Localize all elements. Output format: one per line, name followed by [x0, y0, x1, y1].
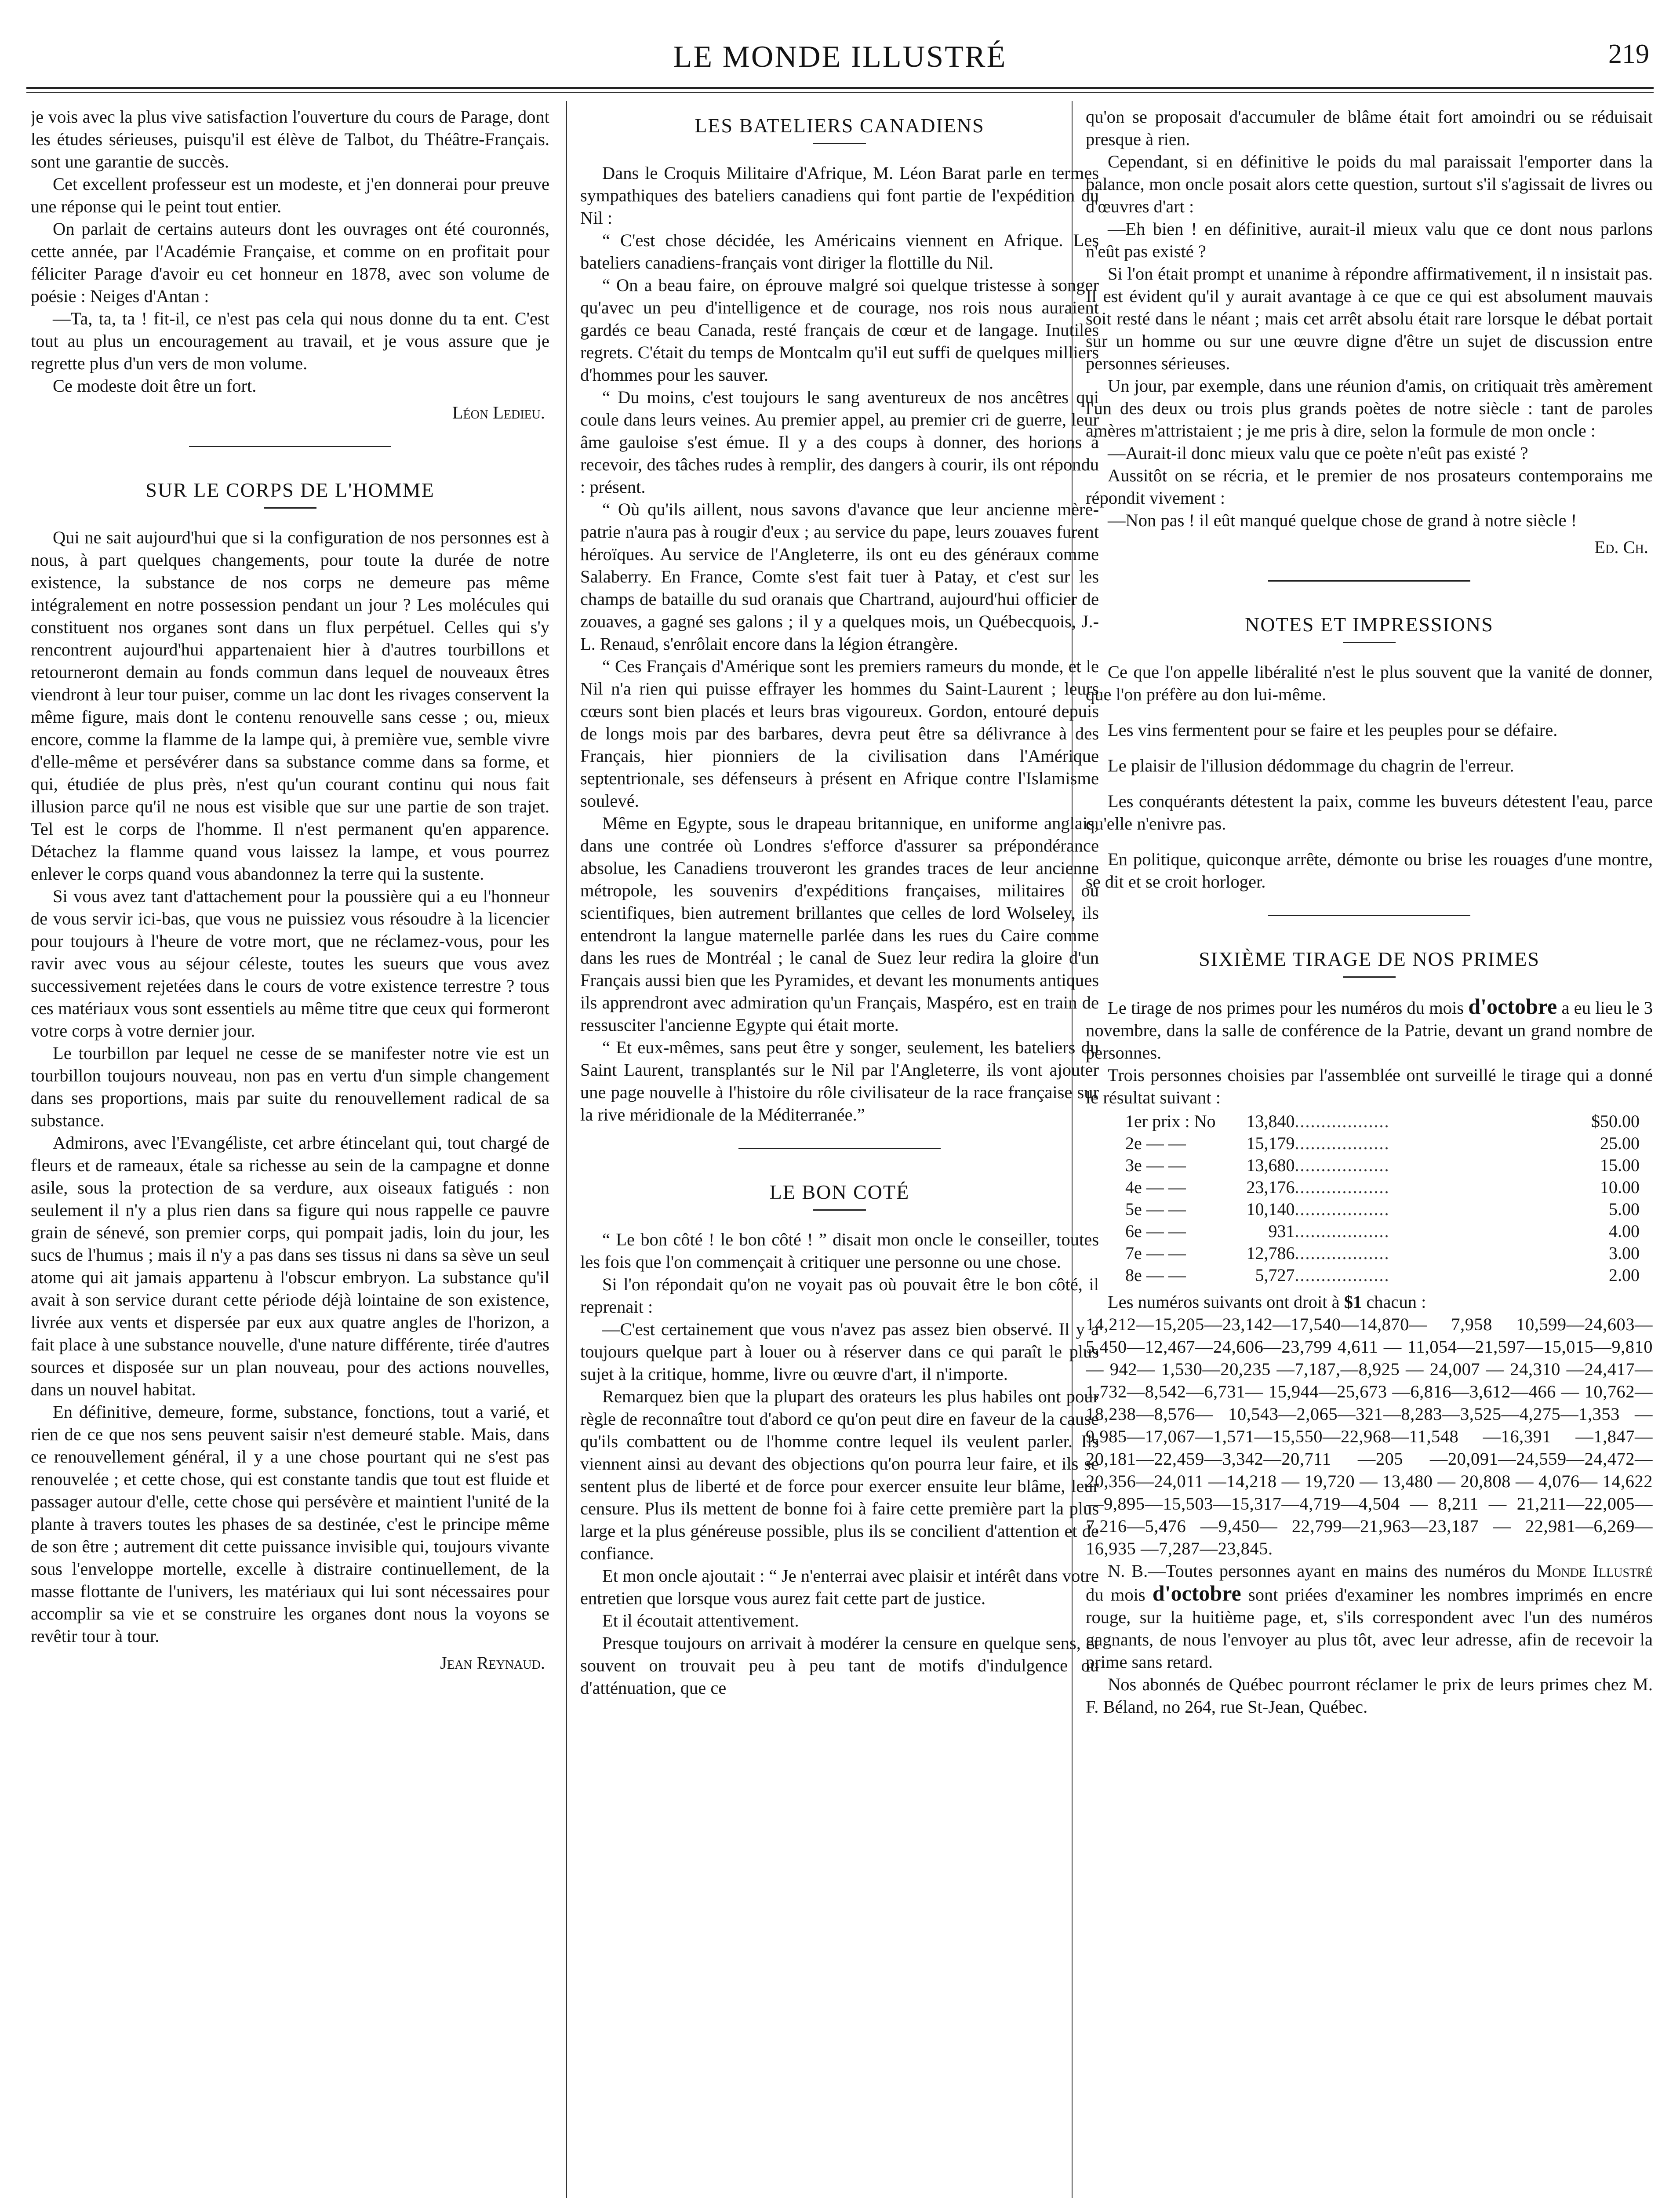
author-signature: Jean Reynaud. — [440, 1653, 545, 1673]
column-3 — [1086, 106, 1653, 2198]
paragraph: Les vins fermentent pour se faire et les peuples pour se défaire. — [1108, 720, 1558, 740]
paragraph: —Ta, ta, ta ! fit-il, ce n'est pas cela qui nous donne du ta ent. C'est tout au plus un encouragement au travail, et je vous assure que je regrette plus d'un vers de mon volume. — [31, 309, 549, 373]
paragraph — [1086, 1291, 1653, 1313]
text-span: a eu lieu le 3 novembre, dans la salle de conférence de la Patrie, devant un grand nombre de personnes. — [1086, 998, 1653, 1063]
prize-number: 12,786 — [1246, 1243, 1295, 1263]
text-span: chacun : — [1366, 1292, 1426, 1312]
prize-amount: 5.00 — [1609, 1199, 1640, 1219]
emphasis-text: d'octobre — [1468, 994, 1557, 1019]
paragraph: —Aurait-il donc mieux valu que ce poète n'eût pas existé ? — [1108, 443, 1528, 463]
prize-row — [1086, 1220, 1653, 1242]
dot-leader: .................. — [1295, 1199, 1390, 1219]
prize-number: 23,176 — [1246, 1177, 1295, 1197]
dot-leader: .................. — [1295, 1265, 1390, 1285]
prize-rank: 6e — — — [1125, 1221, 1186, 1241]
paragraph: Cet excellent professeur est un modeste, et j'en donnerai pour preuve une réponse qui le peint tout entier. — [31, 174, 549, 216]
section-rule — [189, 446, 391, 447]
paragraph: Remarquez bien que la plupart des orateurs les plus habiles ont pour règle de reconnaître tout d'abord ce qu'on peut dire en faveur de la cause qu'ils combattent ou de l'homme contre lequel ils veulent parler. Ils viennent ainsi au devant des objections qu'on pourra leur faire, et ils se sentent plus de liberté et de force pour exercer ensuite leur blâme, leur censure. Plus ils mettent de bonne foi à faire cette première part la plus large et la plus généreuse possible, plus ils se concilient d'attention et de confiance. — [580, 1386, 1099, 1563]
paragraph: Cependant, si en définitive le poids du mal paraissait l'emporter dans la balance, mon oncle posait alors cette question, surtout s'il s'agissait de livres ou d'œuvres d'art : — [1086, 152, 1653, 216]
prize-rank: 4e — — — [1125, 1177, 1186, 1197]
winning-numbers-list: 14,212—15,205—23,142—17,540—14,870— 7,958 10,599—24,603—5,450—12,467—24,606—23,799 4,611 — 11,054—21,597—15,015—9,810 — 942— 1,530—20,235 —7,187,—8,925 — 24,007 — 24,310 —24,417—1,732—8,542—6,731— 15,944—25,673 —6,816—3,612—466 — 10,762—18,238—8,576— 10,543—2,065—321—8,283—3,525—4,275—1,353 —9,985—17,067—1,571—15,550—22,968—11,548 —16,391 —1,847—20,181—22,459—3,342—20,711 —205 —20,091—24,559—24,472—20,356—24,011 —14,218 — 19,720 — 13,480 — 20,808 — 4,076— 14,622—9,895—15,503—15,317—4,719—4,504 — 8,211 — 21,211—22,005—7,216—5,476 —9,450— 22,799—21,963—23,187 — 22,981—6,269—16,935 —7,287—23,845. — [1086, 1314, 1653, 1558]
text-span: sont priées d'examiner les nombres imprimés en encre rouge, sur la huitième page, et, s'ils correspondent avec l'un des numéros gagnants, de nous l'envoyer au plus tôt, avec leur adresse, afin de recevoir la prime sans retard. — [1086, 1585, 1653, 1672]
paragraph: “ Le bon côté ! le bon côté ! ” disait mon oncle le conseiller, toutes les fois que l'on commençait à critiquer une personne ou une chose. — [580, 1230, 1099, 1272]
prize-amount: 2.00 — [1609, 1265, 1640, 1285]
dot-leader: .................. — [1295, 1111, 1390, 1131]
dot-leader: .................. — [1295, 1221, 1390, 1241]
paragraph: Le plaisir de l'illusion dédommage du chagrin de l'erreur. — [1108, 756, 1514, 775]
prize-row — [1086, 1132, 1653, 1154]
emphasis-text: $1 — [1344, 1292, 1362, 1312]
masthead — [26, 31, 1654, 92]
prize-number: 13,680 — [1246, 1155, 1295, 1175]
paragraph: Si vous avez tant d'attachement pour la poussière qui a eu l'honneur de vous servir ici-bas, que vous ne puissiez vous résoudre à la licencier pour toujours à l'heure de votre mort, que ne réclamez-vous, pour les ravir avec vous au séjour céleste, toutes les sueurs que vous avez successivement rejetées dans le cours de votre existence terrestre ? tous ces matériaux vous sont essentiels au même titre que ceux qui formeront votre corps à votre dernier jour. — [31, 886, 549, 1041]
text-span: du mois — [1086, 1585, 1145, 1605]
prize-row — [1086, 1242, 1653, 1264]
section-rule — [1268, 580, 1470, 582]
prize-amount: 15.00 — [1600, 1155, 1640, 1175]
paragraph: Qui ne sait aujourd'hui que si la configuration de nos personnes est à nous, à part quelques changements, pour toute la durée de notre existence, la substance de nos corps ne demeure pas même intégralement en notre possession pendant un jour ? Les molécules qui constituent nos organes sont dans un flux perpétuel. Celles qui s'y rencontrent aujourd'hui appartenaient hier à d'autres tourbillons et retourneront demain au fonds commun dans lequel de nouveaux êtres viendront à leur tour puiser, comme un lac dont les rivages conservent la même figure, mais dont le contenu renouvelle sans cesse ; ou, mieux encore, comme la flamme de la lampe qui, à première vue, semble vivre d'elle-même et persévérer dans sa substance comme dans sa forme, et qui, étudiée de plus près, n'est qu'un courant continu qui nous fait illusion parce qu'il ne nous est visible que sur une partie de son trajet. Tel est le corps de l'homme. Il n'est permanent qu'en apparence. Détachez la flamme quand vous laissez la lampe, et vous pourrez enlever le corps quand vous abandonnez la terre qui la sustente. — [31, 528, 549, 884]
prize-number: 13,840 — [1246, 1111, 1295, 1131]
prize-row — [1086, 1176, 1653, 1198]
header-rule — [26, 87, 1654, 89]
paragraph: Si l'on répondait qu'on ne voyait pas où pouvait être le bon côté, il reprenait : — [580, 1274, 1099, 1317]
paragraph: Et mon oncle ajoutait : “ Je n'enterrai avec plaisir et intérêt dans votre entretien que lorsque vous aurez fait cette part de justice. — [580, 1566, 1099, 1608]
prize-row — [1086, 1110, 1653, 1132]
paragraph: “ Ces Français d'Amérique sont les premiers rameurs du monde, et le Nil n'a rien qui puisse effrayer les hommes du Saint-Laurent ; leurs cœurs sont bien placés et leurs bras vigoureux. Gordon, entouré depuis de longs mois par des barbares, devra peut être sa délivrance à des Français, hier pionniers de la civilisation dans l'Amérique septentrionale, ses défenseurs à présent en Afrique contre l'Islamisme soulevé. — [580, 656, 1099, 811]
article-heading: SUR LE CORPS DE L'HOMME — [145, 479, 435, 501]
prize-rank: 2e — — — [1125, 1133, 1186, 1153]
paragraph: “ C'est chose décidée, les Américains viennent en Afrique. Les bateliers canadiens-français vont diriger la flottille du Nil. — [580, 230, 1099, 273]
paragraph: Même en Egypte, sous le drapeau britannique, en uniforme anglais, dans une contrée où Londres s'efforce d'assurer sa prépondérance absolue, les Canadiens trouveront les grandes traces de leur ancienne métropole, les souvenirs d'expéditions françaises, militaires ou scientifiques, bien autrement brillantes que celles de lord Wolseley, ils entendront la langue maternelle parlée dans les rues du Caire comme dans les rues de Montréal ; le canal de Suez leur redira la gloire d'un Français aussi bien que les Pyramides, et devant les monuments antiques ils apprendront avec admiration qu'un Français, Maspéro, est en train de ressusciter l'ancienne Egypte qui était morte. — [580, 813, 1099, 1035]
paragraph: Nos abonnés de Québec pourront réclamer le prix de leurs primes chez M. F. Béland, no 264, rue St-Jean, Québec. — [1086, 1674, 1653, 1717]
paragraph: Le tourbillon par lequel ne cesse de se manifester notre vie est un tourbillon toujours nouveau, non pas en vertu d'un simple changement dans ses proportions, mais par suite du renouvellement radical de sa substance. — [31, 1043, 549, 1130]
paragraph: qu'on se proposait d'accumuler de blâme était fort amoindri ou se réduisait presque à rien. — [1086, 107, 1653, 149]
text-span: N. B.—Toutes personnes ayant en mains des numéros du — [1108, 1561, 1530, 1581]
prize-rank: 1er prix : No — [1125, 1111, 1216, 1131]
paragraph: Ce modeste doit être un fort. — [53, 376, 257, 396]
paragraph: Un jour, par exemple, dans une réunion d'amis, on critiquait très amèrement l'un des deux ou trois plus grands poètes de notre siècle : tant de paroles amères m'attristaient ; je me pris à dire, selon la formule de mon oncle : — [1086, 376, 1653, 440]
paragraph — [1086, 1560, 1653, 1673]
author-signature: Léon Ledieu. — [452, 403, 545, 422]
prize-amount: 3.00 — [1609, 1243, 1640, 1263]
dot-leader: .................. — [1295, 1155, 1390, 1175]
dot-leader: .................. — [1295, 1177, 1390, 1197]
paragraph: En définitive, demeure, forme, substance, fonctions, tout a varié, et rien de ce que nos sens peuvent saisir n'est demeuré stable. Mais, dans ce renouvellement général, il y a une chose pourtant qui ne s'est pas renouvelée ; et cette chose, qui est constante tandis que tout est fluide et passager autour d'elle, cette chose qui persévère et maintient l'unité de la plante à travers toutes les phases de sa destinée, c'est le principe même de son être ; autrement dit cette puissance invisible qui, toujours vivante sous l'enveloppe mortelle, excelle à distraire continuellement, de la masse flottante de l'univers, les matériaux qui lui sont nécessaires pour accomplir sa vie et se construire les organes dont nous la voyons se revêtir tour à tour. — [31, 1402, 549, 1646]
author-signature: Ed. Ch. — [1594, 537, 1648, 557]
paragraph: —C'est certainement que vous n'avez pas assez bien observé. Il y a toujours quelque part à louer ou à réserver dans ce qui paraît le plus sujet à la critique, homme, livre ou œuvre d'art, il n'importe. — [580, 1319, 1099, 1384]
paragraph: —Eh bien ! en définitive, aurait-il mieux valu que ce dont nous parlons n'eût pas existé ? — [1086, 219, 1653, 261]
paragraph: Presque toujours on arrivait à modérer la censure en quelque sens, et souvent on trouvait peu à peu tant de motifs d'indulgence ou d'atténuation, que ce — [580, 1633, 1099, 1698]
column-1 — [31, 106, 549, 2198]
paragraph: Et il écoutait attentivement. — [602, 1611, 799, 1630]
prize-table — [1086, 1110, 1653, 1286]
prize-row — [1086, 1154, 1653, 1176]
paragraph — [1086, 995, 1653, 1064]
article-heading: LES BATELIERS CANADIENS — [695, 114, 985, 137]
paragraph: Admirons, avec l'Evangéliste, cet arbre étincelant qui, tout chargé de fleurs et de rameaux, étale sa richesse au sein de la campagne et donne asile, sous la protection de sa verdure, aux oiseaux fatigués : non seulement il n'y a plus rien dans sa figure qui nous rappelle ce pauvre grain de sénevé, son premier corps, qui pompait jadis, loin du jour, les sucs de l'humus ; mais il n'y a pas dans ses tissus ni dans sa sève un seul atome qui ait jamais appartenu à l'obscur embryon. La substance qu'il avait à son service durant cette période déjà lointaine de son existence, livrée aux vents et dispersée par eux aux quatre angles de l'horizon, a fait place à une substance nouvelle, d'une nature différente, tirée d'autres sources et disposée sur un plan nouveau, pour des actions nouvelles, dans un nouvel habitat. — [31, 1133, 549, 1399]
paragraph: Si l'on était prompt et unanime à répondre affirmativement, il n insistait pas. Il est évident qu'il y aurait avantage à ce que ce qui est absolument mauvais soit resté dans le néant ; mais cet arrêt absolu était rare lorsque le débat portait sur un homme ou sur une œuvre digne d'être un sujet de discussion entre personnes sérieuses. — [1086, 264, 1653, 373]
prize-number: 5,727 — [1255, 1265, 1295, 1285]
article-heading: NOTES ET IMPRESSIONS — [1245, 613, 1494, 636]
section-rule — [1268, 915, 1470, 916]
paragraph: je vois avec la plus vive satisfaction l'ouverture du cours de Parage, dont les études sérieuses, puisqu'il est élève de Talbot, du Théâtre-Français. sont une garantie de succès. — [31, 107, 549, 171]
paragraph: —Non pas ! il eût manqué quelque chose de grand à notre siècle ! — [1108, 510, 1577, 530]
paragraph: Ce que l'on appelle libéralité n'est le plus souvent que la vanité de donner, que l'on préfère au don lui-même. — [1086, 662, 1653, 704]
heading-rule — [264, 507, 316, 509]
prize-number: 15,179 — [1246, 1133, 1295, 1153]
paragraph: Les conquérants détestent la paix, comme les buveurs détestent l'eau, parce qu'elle n'enivre pas. — [1086, 791, 1653, 833]
paragraph: Aussitôt on se récria, et le premier de nos prosateurs contemporains me répondit vivement : — [1086, 466, 1653, 508]
column-divider — [566, 101, 567, 2198]
prize-amount: 25.00 — [1600, 1133, 1640, 1153]
section-rule — [738, 1148, 941, 1149]
paragraph: En politique, quiconque arrête, démonte ou brise les rouages d'une montre, se dit et se croit horloger. — [1086, 849, 1653, 892]
heading-rule — [1343, 642, 1396, 643]
text-span: Les numéros suivants ont droit à — [1108, 1292, 1340, 1312]
heading-rule — [1343, 976, 1396, 978]
heading-rule — [813, 143, 866, 144]
prize-row — [1086, 1198, 1653, 1220]
page-number: 219 — [1608, 39, 1649, 69]
paragraph: “ Et eux-mêmes, sans peut être y songer, seulement, les bateliers du Saint Laurent, transplantés sur le Nil par l'Angleterre, ils vont ajouter une page nouvelle à l'histoire du rôle civilisateur de la race française sur la rive méridionale de la Méditerranée.” — [580, 1037, 1099, 1124]
publication-name: Monde Illustré — [1536, 1561, 1653, 1581]
prize-number: 10,140 — [1246, 1199, 1295, 1219]
heading-rule — [813, 1209, 866, 1211]
paragraph: “ Du moins, c'est toujours le sang aventureux de nos ancêtres qui coule dans leurs veines. Au premier appel, au premier cri de guerre, leur âme gauloise s'est émue. Il y a des coups à donner, des horions à recevoir, des tâches rudes à remplir, des dangers à courir, ils ont répondu : présent. — [580, 387, 1099, 497]
emphasis-text: d'octobre — [1152, 1581, 1241, 1605]
dot-leader: .................. — [1295, 1243, 1390, 1263]
prize-rank: 8e — — — [1125, 1265, 1186, 1285]
dot-leader: .................. — [1295, 1133, 1390, 1153]
prize-amount: $50.00 — [1591, 1111, 1640, 1131]
prize-row — [1086, 1264, 1653, 1286]
paragraph: On parlait de certains auteurs dont les ouvrages ont été couronnés, cette année, par l'Académie Française, et comme on en profitait pour féliciter Parage d'avoir eu cet honneur en 1878, avec son volume de poésie : Neiges d'Antan : — [31, 219, 549, 306]
header-rule-thin — [26, 92, 1654, 93]
prize-rank: 7e — — — [1125, 1243, 1186, 1263]
paragraph: Dans le Croquis Militaire d'Afrique, M. Léon Barat parle en termes sympathiques des bateliers canadiens qui font partie de l'expédition du Nil : — [580, 163, 1099, 228]
paragraph: Trois personnes choisies par l'assemblée ont surveillé le tirage qui a donné le résultat suivant : — [1086, 1065, 1653, 1107]
column-2 — [580, 106, 1099, 2198]
paragraph: “ On a beau faire, on éprouve malgré soi quelque tristesse à songer qu'avec un peu d'intelligence et de courage, nos rois nous auraient gardés ce beau Canada, resté français de cœur et de langage. Inutiles regrets. C'était du temps de Montcalm qu'il eut suffi de quelques milliers d'hommes pour les sauver. — [580, 275, 1099, 385]
article-heading: SIXIÈME TIRAGE DE NOS PRIMES — [1199, 948, 1540, 970]
paragraph: “ Où qu'ils aillent, nous savons d'avance que leur ancienne mère-patrie n'aura pas à rougir d'eux ; au service du pape, leurs zouaves furent héroïques. Au service de l'Angleterre, ils ont eu des généraux comme Salaberry. En France, Comte s'est fait tuer à Patay, et c'est sur les champs de bataille du sud oranais que Chartrand, aujourd'hui officier de zouaves, a gagné ses galons ; il y a quelques mois, un Québecquois, J.-L. Renaud, s'enrôlait encore dans la légion étrangère. — [580, 499, 1099, 654]
prize-rank: 5e — — — [1125, 1199, 1186, 1219]
newspaper-title: LE MONDE ILLUSTRÉ — [673, 40, 1007, 74]
prize-amount: 4.00 — [1609, 1221, 1640, 1241]
article-heading: LE BON COTÉ — [769, 1181, 910, 1203]
prize-rank: 3e — — — [1125, 1155, 1186, 1175]
prize-number: 931 — [1268, 1221, 1295, 1241]
prize-amount: 10.00 — [1600, 1177, 1640, 1197]
text-span: Le tirage de nos primes pour les numéros du mois — [1108, 998, 1464, 1018]
